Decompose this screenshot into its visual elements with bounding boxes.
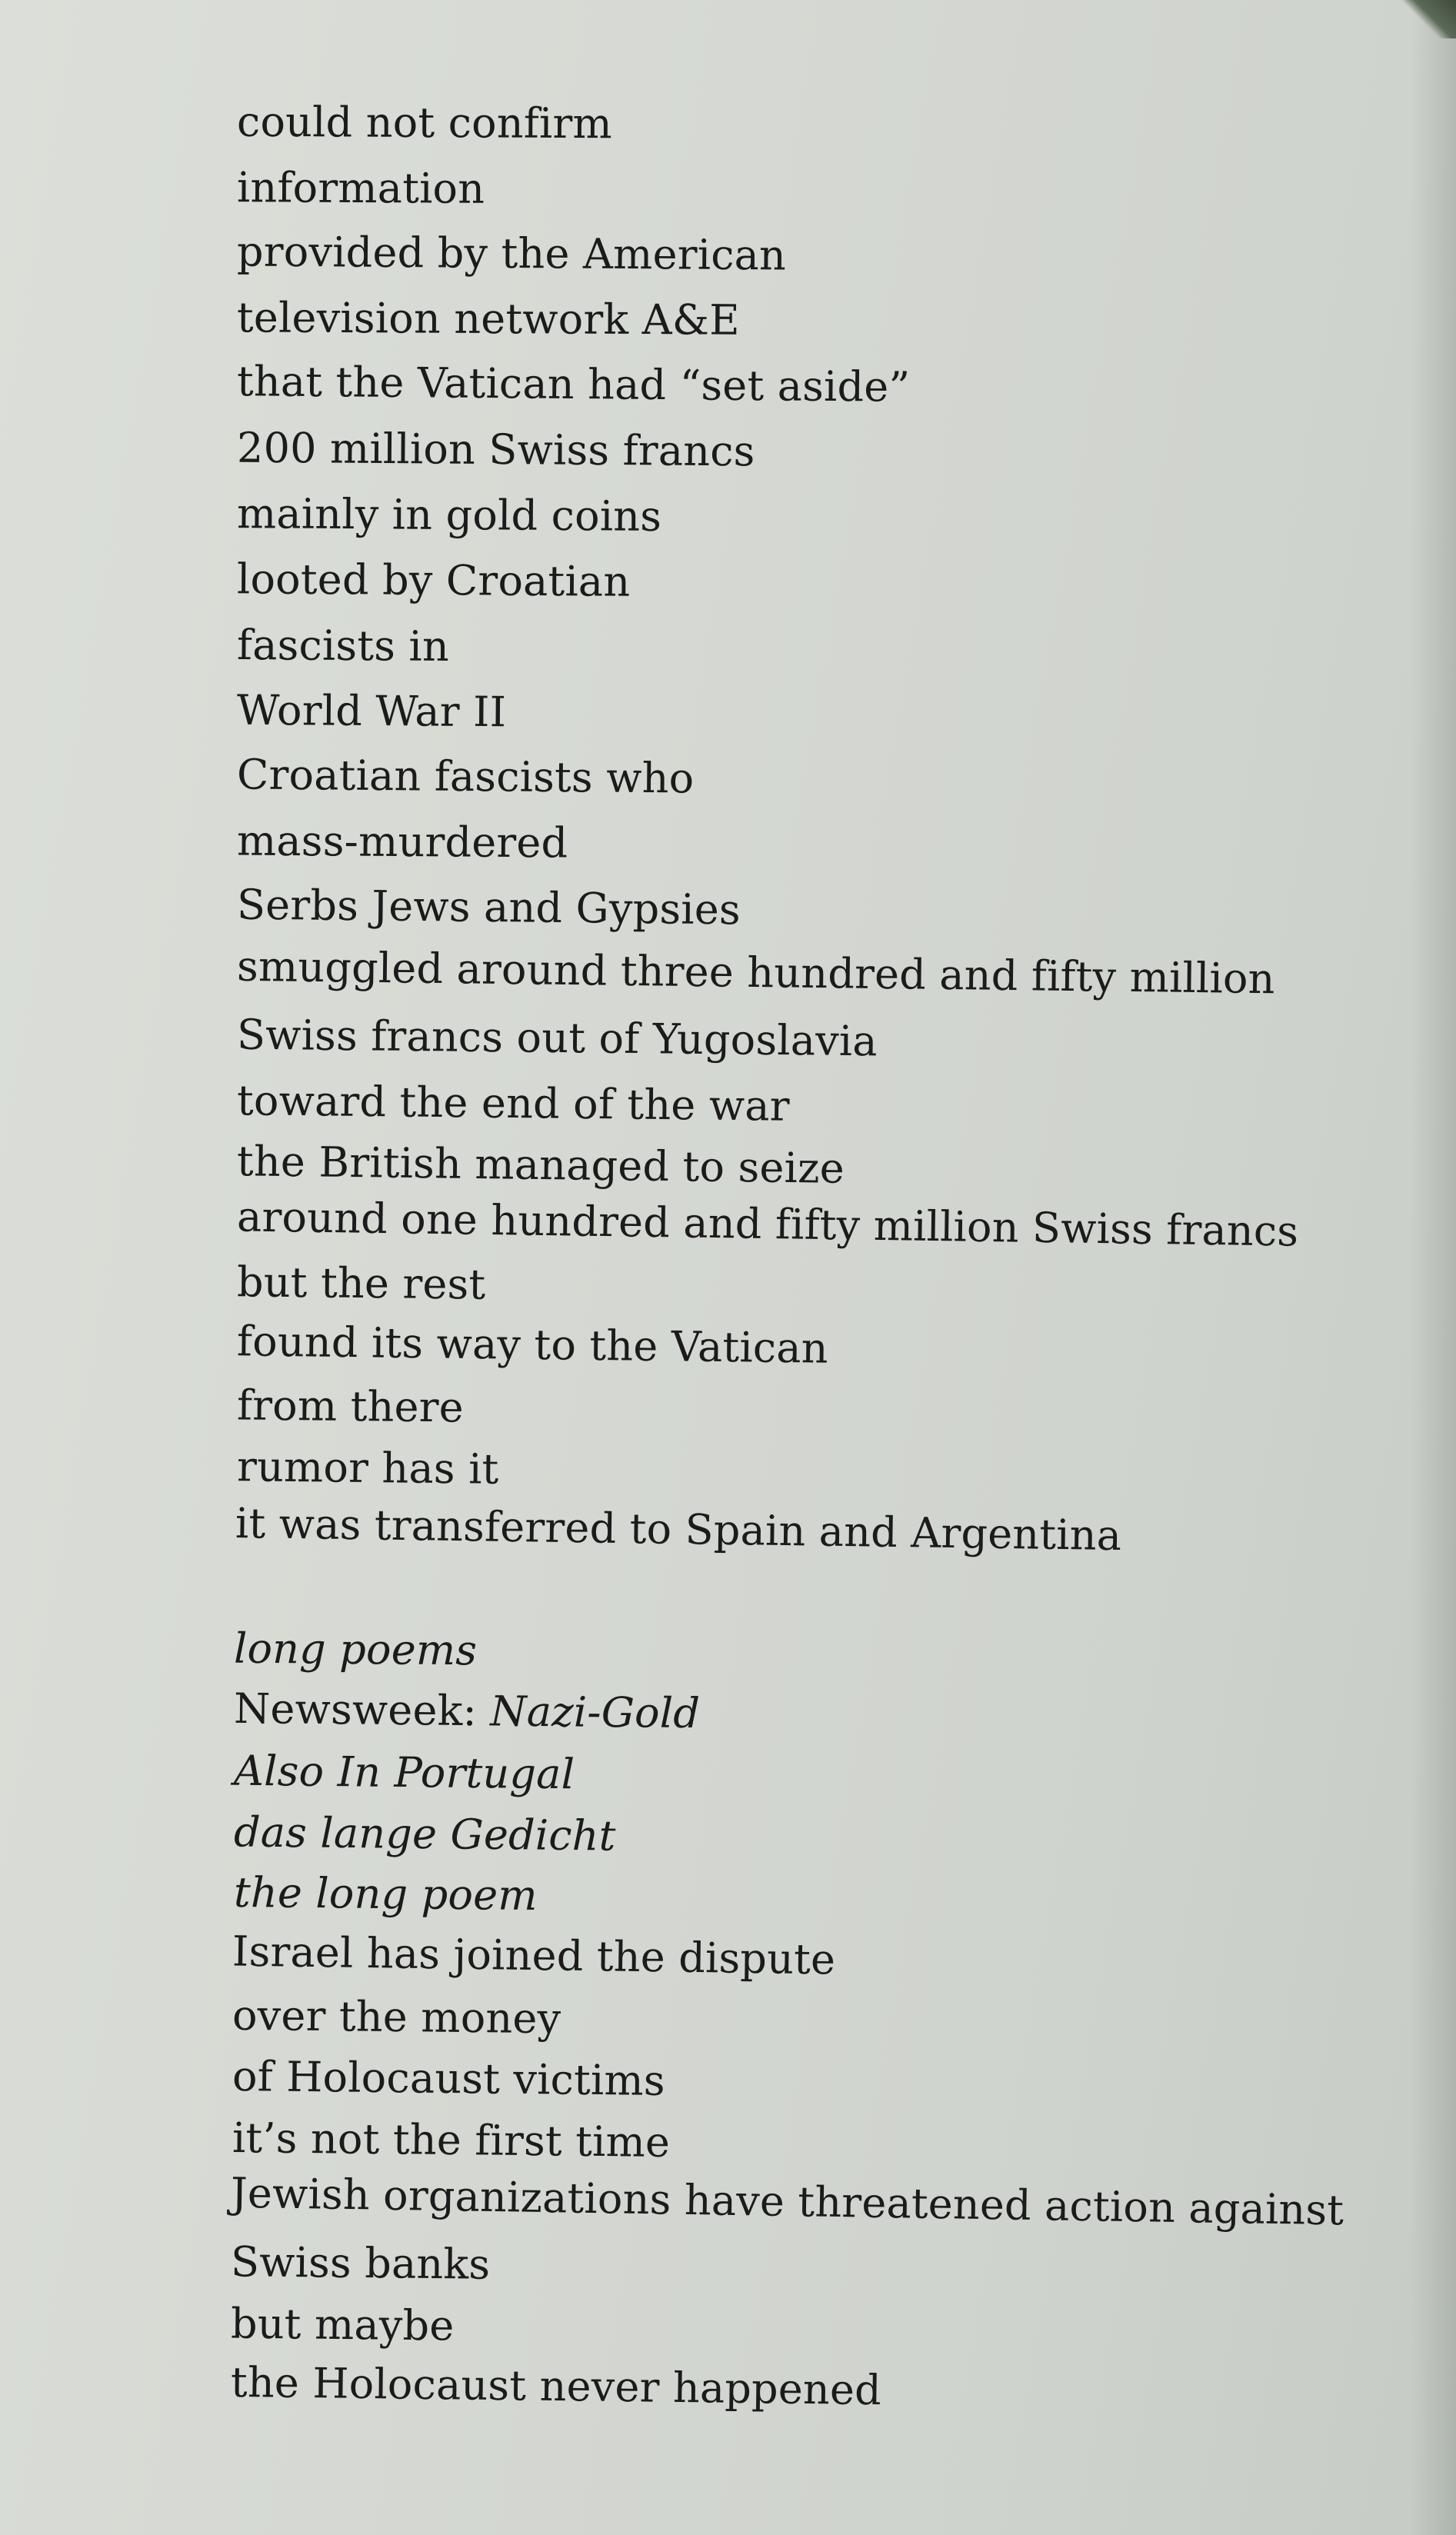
poem-line: it’s not the first time [232, 2114, 671, 2167]
poem-line: World War II [236, 685, 507, 737]
page-edge-shadow [1410, 0, 1456, 2535]
poem-line: Also In Portugal [233, 1746, 575, 1799]
poem-line: smuggled around three hundred and fifty million [236, 941, 1276, 1004]
poem-line: Swiss francs out of Yugoslavia [236, 1010, 878, 1066]
poem-line: that the Vatican had “set aside” [236, 357, 911, 411]
poem-line: Serbs Jews and Gypsies [236, 880, 741, 934]
poem-line: over the money [232, 1990, 561, 2044]
poem-line: the long poem [233, 1867, 538, 1920]
poem-line: fascists in [236, 621, 450, 671]
poem-line: 200 million Swiss francs [236, 423, 755, 476]
newsweek-title: Nazi-Gold [490, 1687, 701, 1738]
poem-line: the Holocaust never happened [230, 2357, 882, 2415]
poem-line: mass-murdered [236, 816, 568, 868]
poem-line: could not confirm [236, 97, 613, 148]
poem-line: provided by the American [236, 227, 787, 280]
poem-line: Swiss banks [230, 2237, 491, 2289]
page-corner [1402, 0, 1456, 38]
poem-line: toward the end of the war [236, 1076, 791, 1131]
poem-line: around one hundred and fifty million Swiss francs [236, 1192, 1299, 1256]
poem-line: it was transferred to Spain and Argentina [235, 1498, 1122, 1561]
poem-line: mainly in gold coins [236, 489, 662, 541]
poem-line: from there [236, 1381, 465, 1432]
poem-line: Israel has joined the dispute [232, 1927, 836, 1984]
poem-line: but the rest [236, 1258, 486, 1309]
poem-line [233, 1684, 701, 1738]
poem-line: found its way to the Vatican [236, 1317, 829, 1373]
poem-line: television network A&E [236, 293, 741, 345]
poem-line: looted by Croatian [236, 555, 631, 606]
poem-line: Jewish organizations have threatened action against [230, 2168, 1344, 2235]
poem-line: of Holocaust victims [232, 2052, 666, 2105]
poem-line: information [236, 163, 485, 213]
poem-line: the British managed to seize [236, 1137, 845, 1193]
newsweek-label: Newsweek: [233, 1684, 491, 1736]
poem-line: rumor has it [236, 1442, 499, 1494]
poem-line: long poems [233, 1624, 478, 1675]
poem-line: Croatian fascists who [236, 750, 695, 803]
poem-line: but maybe [230, 2299, 455, 2350]
poem-line: das lange Gedicht [233, 1807, 616, 1860]
